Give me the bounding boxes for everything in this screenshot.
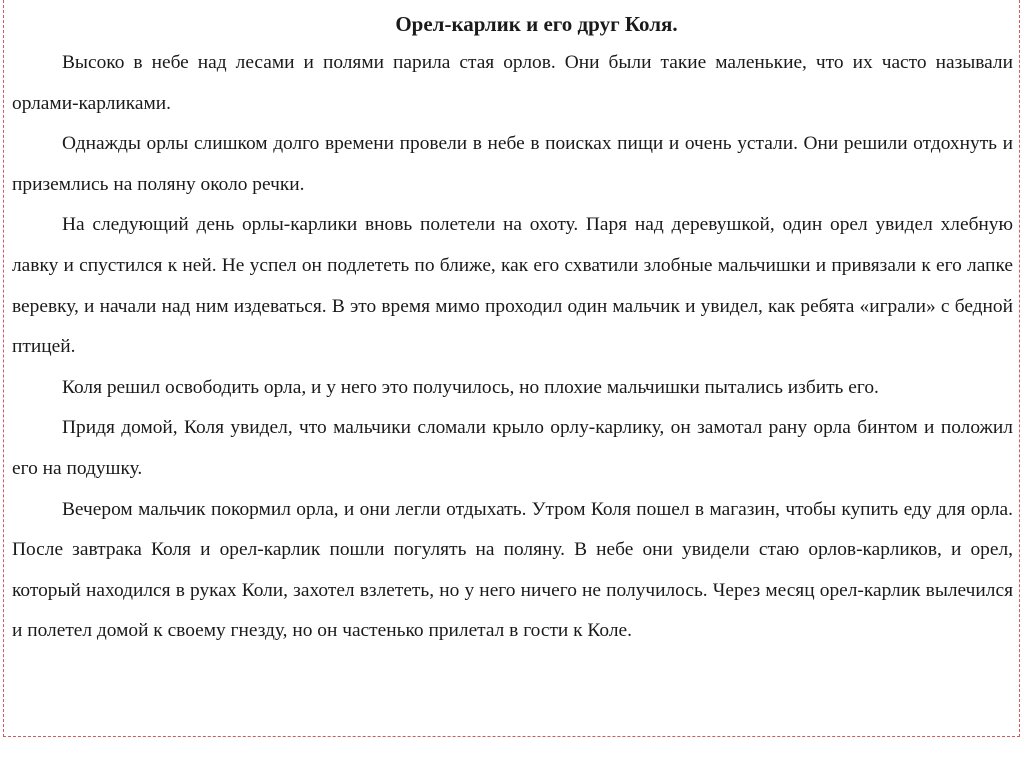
paragraph-4: Коля решил освободить орла, и у него это получилось, но плохие мальчишки пытались избить его.	[62, 376, 879, 398]
paragraph-5: Придя домой, Коля увидел, что мальчики сломали крыло орлу-карлику, он замотал рану орла бинтом и положил его на подушку.	[12, 417, 1013, 479]
document-body	[12, 6, 1013, 652]
paragraph-6: Вечером мальчик покормил орла, и они легли отдыхать. Утром Коля пошел в магазин, чтобы купить еду для орла. После завтрака Коля и орел-карлик пошли погулять на поляну. В небе они увидели стаю орлов-карликов, и орел, который находился в руках Коли, захотел взлететь, но у него ничего не получилось. Через месяц орел-карлик вылечился и полетел домой к своему гнезду, но он частенько прилетал в гости к Коле.	[12, 498, 1013, 642]
paragraph-2: Однажды орлы слишком долго времени провели в небе в поисках пищи и очень устали. Они решили отдохнуть и приземлись на поляну около речки.	[12, 133, 1013, 195]
document-title: Орел-карлик и его друг Коля.	[395, 12, 678, 36]
paragraph-3: На следующий день орлы-карлики вновь полетели на охоту. Паря над деревушкой, один орел увидел хлебную лавку и спустился к ней. Не успел он подлететь по ближе, как его схватили злобные мальчишки и привязали к его лапке веревку, и начали над ним издеваться. В это время мимо проходил один мальчик и увидел, как ребята «играли» с бедной птицей.	[12, 214, 1013, 358]
paragraph-1: Высоко в небе над лесами и полями парила стая орлов. Они были такие маленькие, что их часто называли орлами-карликами.	[12, 52, 1013, 114]
